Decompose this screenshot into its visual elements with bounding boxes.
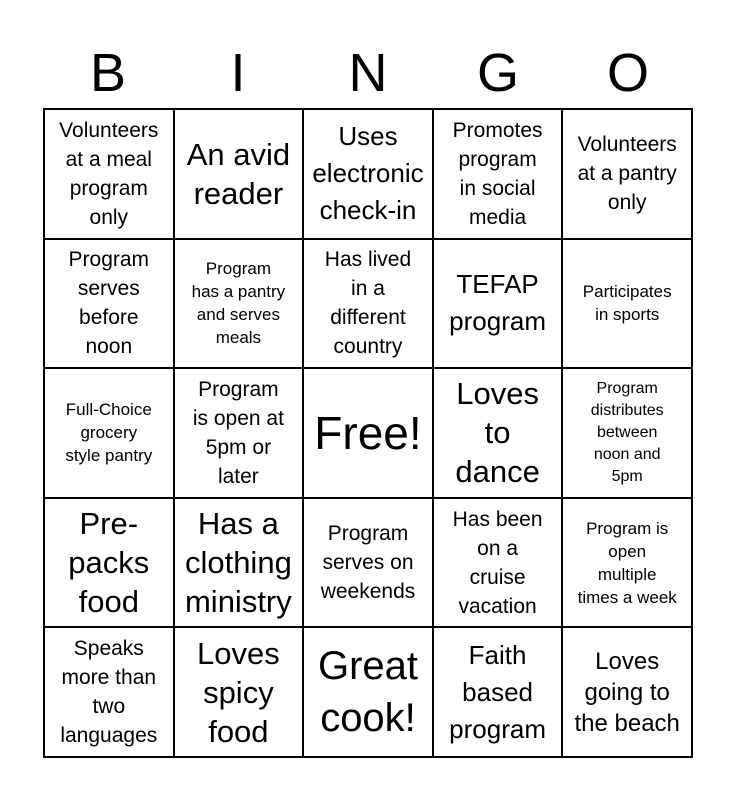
- free-space-text: Free!: [314, 406, 422, 459]
- bingo-cell[interactable]: [304, 499, 434, 629]
- cell-text: Volunteers at a meal program only: [59, 118, 159, 229]
- bingo-cell[interactable]: [434, 110, 564, 240]
- bingo-cell[interactable]: [175, 369, 305, 499]
- bingo-cell[interactable]: [45, 110, 175, 240]
- free-space[interactable]: [304, 369, 434, 499]
- bingo-cell[interactable]: [175, 240, 305, 370]
- bingo-cell[interactable]: [304, 110, 434, 240]
- cell-text: Program is open at 5pm or later: [192, 377, 284, 488]
- bingo-cell[interactable]: [434, 369, 564, 499]
- bingo-cell[interactable]: [45, 499, 175, 629]
- cell-text: Pre- packs food: [68, 506, 150, 620]
- bingo-cell[interactable]: [434, 499, 564, 629]
- cell-text: Promotes program in social media: [452, 118, 543, 229]
- cell-text: Full-Choice grocery style pantry: [65, 400, 153, 466]
- bingo-cell[interactable]: [563, 499, 693, 629]
- cell-text: Loves going to the beach: [574, 647, 680, 737]
- cell-text: Great cook!: [317, 644, 419, 741]
- bingo-cell[interactable]: [434, 628, 564, 758]
- cell-text: Program serves before noon: [68, 248, 150, 359]
- cell-text: Participates in sports: [582, 282, 672, 325]
- cell-text: Program is open multiple times a week: [577, 518, 677, 607]
- cell-text: Faith based program: [449, 639, 546, 744]
- cell-text: TEFAP program: [449, 269, 546, 337]
- bingo-cell[interactable]: [304, 240, 434, 370]
- bingo-cell[interactable]: [45, 369, 175, 499]
- cell-text: Has been on a cruise vacation: [452, 507, 543, 618]
- bingo-cell[interactable]: [434, 240, 564, 370]
- cell-text: Speaks more than two languages: [60, 637, 158, 748]
- bingo-cell[interactable]: [45, 240, 175, 370]
- bingo-cell[interactable]: [563, 628, 693, 758]
- header-letter-g: G: [476, 43, 519, 103]
- cell-text: Program has a pantry and serves meals: [191, 259, 286, 348]
- bingo-cell[interactable]: [563, 110, 693, 240]
- cell-text: Has a clothing ministry: [184, 506, 292, 620]
- cell-text: Loves to dance: [455, 376, 540, 490]
- header-letter-b: B: [89, 43, 127, 103]
- cell-text: Loves spicy food: [197, 635, 280, 749]
- cell-text: Uses electronic check-in: [312, 121, 424, 226]
- bingo-cell[interactable]: [175, 499, 305, 629]
- bingo-cell[interactable]: [175, 628, 305, 758]
- header-letter-i: I: [230, 43, 246, 103]
- bingo-cell[interactable]: [563, 369, 693, 499]
- cell-text: Program distributes between noon and 5pm: [590, 379, 664, 485]
- cell-text: Has lived in a different country: [324, 248, 412, 359]
- bingo-cell[interactable]: [304, 628, 434, 758]
- bingo-cell[interactable]: [563, 240, 693, 370]
- bingo-cell[interactable]: [175, 110, 305, 240]
- header-letter-n: N: [348, 43, 388, 103]
- bingo-cell[interactable]: [45, 628, 175, 758]
- bingo-header: [43, 38, 693, 108]
- header-letter-o: O: [606, 43, 649, 103]
- bingo-grid: [43, 108, 693, 758]
- cell-text: An avid reader: [186, 136, 291, 211]
- cell-text: Volunteers at a pantry only: [577, 133, 677, 215]
- cell-text: Program serves on weekends: [320, 522, 416, 604]
